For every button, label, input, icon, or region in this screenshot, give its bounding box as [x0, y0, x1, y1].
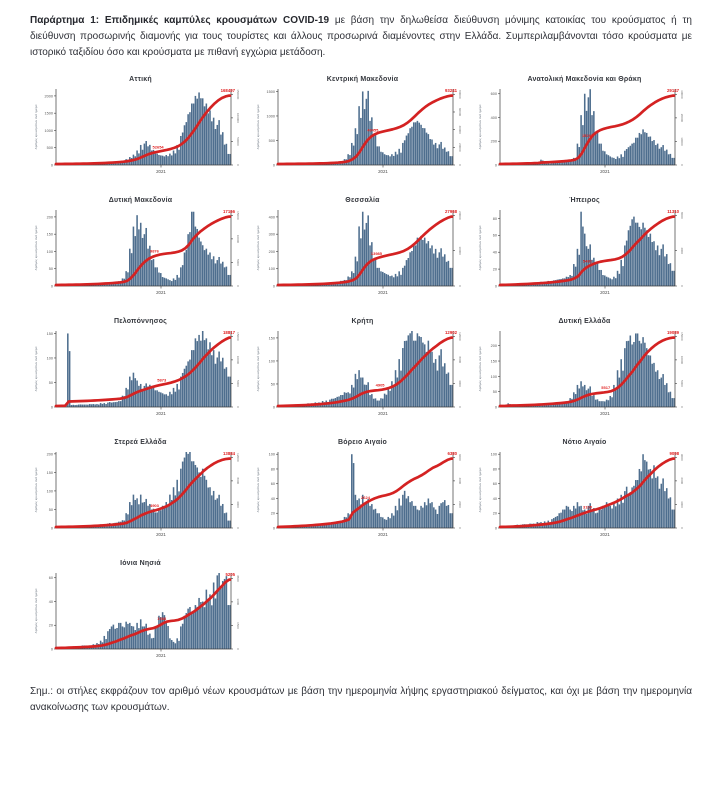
svg-text:Αριθμός κρουσμάτων ανά ημέρα: Αριθμός κρουσμάτων ανά ημέρα	[256, 346, 260, 391]
svg-text:1000: 1000	[44, 128, 53, 133]
svg-text:Αριθμός κρουσμάτων ανά ημέρα: Αριθμός κρουσμάτων ανά ημέρα	[256, 467, 260, 512]
svg-text:100: 100	[490, 374, 497, 379]
mid-cumulative-label: 15297	[581, 132, 594, 138]
svg-text:1000: 1000	[266, 113, 275, 118]
charts-grid	[30, 76, 692, 660]
svg-text:80: 80	[492, 466, 497, 471]
svg-text:100: 100	[46, 355, 53, 360]
svg-text:Αριθμός κρουσμάτων ανά ημέρα: Αριθμός κρουσμάτων ανά ημέρα	[34, 104, 38, 149]
svg-text:20000: 20000	[458, 142, 462, 152]
chart-canvas	[30, 568, 251, 660]
svg-text:2000: 2000	[458, 500, 462, 508]
total-cumulative-label: 168497	[220, 87, 235, 93]
svg-text:0: 0	[458, 284, 462, 287]
region-chart-12	[474, 439, 695, 539]
chart-canvas	[30, 326, 251, 418]
chart-canvas	[252, 84, 473, 176]
svg-text:200: 200	[490, 139, 497, 144]
svg-text:0: 0	[236, 647, 240, 650]
svg-text:2021: 2021	[600, 410, 610, 416]
svg-text:12000: 12000	[458, 331, 462, 341]
svg-text:100000: 100000	[236, 112, 240, 123]
svg-text:8000: 8000	[458, 356, 462, 363]
svg-text:600: 600	[490, 91, 497, 96]
svg-text:2000: 2000	[44, 93, 53, 98]
svg-text:20: 20	[492, 267, 497, 272]
svg-text:150: 150	[268, 335, 275, 340]
total-cumulative-label: 93241	[445, 87, 457, 93]
svg-text:0: 0	[236, 405, 240, 408]
svg-text:0: 0	[494, 162, 497, 167]
chart-title: Θεσσαλία	[345, 196, 380, 204]
svg-text:0: 0	[494, 283, 497, 288]
chart-canvas	[474, 326, 695, 418]
svg-text:0: 0	[50, 162, 53, 167]
svg-text:0: 0	[494, 525, 497, 530]
appendix-header-bold: Παράρτημα 1: Επιδημικές καμπύλες κρουσμάτων COVID-19	[30, 15, 330, 26]
svg-text:Αριθμός κρουσμάτων ανά ημέρα: Αριθμός κρουσμάτων ανά ημέρα	[478, 104, 482, 149]
region-chart-9	[474, 318, 695, 418]
chart-title: Βόρειο Αιγαίο	[338, 438, 387, 446]
svg-text:2021: 2021	[378, 531, 388, 537]
chart-title: Ανατολική Μακεδονία και Θράκη	[527, 75, 642, 83]
svg-text:4000: 4000	[458, 477, 462, 484]
svg-text:40: 40	[492, 250, 497, 255]
svg-text:Αριθμός κρουσμάτων ανά ημέρα: Αριθμός κρουσμάτων ανά ημέρα	[34, 588, 38, 633]
svg-text:2021: 2021	[378, 289, 388, 295]
total-cumulative-label: 27968	[445, 208, 457, 214]
svg-text:100: 100	[268, 358, 275, 363]
region-chart-2	[252, 76, 473, 176]
svg-text:60: 60	[270, 481, 275, 486]
svg-text:1500: 1500	[266, 89, 275, 94]
total-cumulative-label: 5205	[225, 571, 235, 577]
svg-text:150: 150	[46, 232, 53, 237]
svg-text:Αριθμός κρουσμάτων ανά ημέρα: Αριθμός κρουσμάτων ανά ημέρα	[478, 467, 482, 512]
svg-text:5000: 5000	[236, 258, 240, 266]
chart-title: Πελοπόννησος	[113, 317, 168, 325]
svg-text:40: 40	[270, 496, 275, 501]
region-chart-7	[30, 318, 251, 418]
svg-text:2021: 2021	[156, 531, 166, 537]
svg-text:40: 40	[492, 496, 497, 501]
svg-text:0: 0	[272, 283, 275, 288]
svg-text:40: 40	[48, 599, 53, 604]
svg-text:80: 80	[270, 466, 275, 471]
svg-text:0: 0	[236, 526, 240, 529]
svg-text:6000: 6000	[458, 453, 462, 461]
svg-text:Αριθμός κρουσμάτων ανά ημέρα: Αριθμός κρουσμάτων ανά ημέρα	[478, 346, 482, 391]
mid-cumulative-label: 5481	[583, 258, 592, 264]
svg-text:0: 0	[680, 163, 684, 166]
region-chart-1	[30, 76, 251, 176]
svg-text:2021: 2021	[378, 410, 388, 416]
svg-text:20: 20	[270, 511, 275, 516]
svg-text:20: 20	[48, 623, 53, 628]
svg-text:10000: 10000	[458, 246, 462, 255]
svg-text:0: 0	[50, 525, 53, 530]
mid-cumulative-label: 4903	[149, 502, 159, 508]
svg-text:100: 100	[268, 452, 275, 457]
svg-text:10000: 10000	[236, 234, 240, 243]
chart-canvas	[252, 326, 473, 418]
svg-text:100: 100	[490, 452, 497, 457]
svg-text:50000: 50000	[236, 136, 240, 146]
svg-text:0: 0	[50, 646, 53, 651]
chart-title: Ιόνια Νησιά	[120, 559, 161, 567]
svg-text:150000: 150000	[236, 88, 240, 99]
svg-text:20: 20	[492, 511, 497, 516]
svg-text:0: 0	[458, 405, 462, 408]
chart-title: Δυτική Ελλάδα	[558, 317, 611, 325]
chart-title: Κρήτη	[351, 317, 374, 325]
mid-cumulative-label: 48455	[367, 126, 379, 132]
svg-text:50: 50	[48, 380, 53, 385]
svg-text:60000: 60000	[458, 107, 462, 116]
svg-text:300: 300	[268, 232, 275, 237]
total-cumulative-label: 19089	[667, 329, 679, 335]
svg-text:0: 0	[50, 404, 53, 409]
svg-text:4000: 4000	[236, 500, 240, 508]
svg-text:0: 0	[494, 404, 497, 409]
total-cumulative-label: 11310	[667, 208, 679, 214]
mid-cumulative-label: 52654	[152, 143, 164, 149]
svg-text:4000: 4000	[680, 246, 684, 254]
total-cumulative-label: 12902	[445, 329, 457, 335]
svg-text:50: 50	[48, 507, 53, 512]
svg-text:2021: 2021	[156, 652, 166, 658]
mid-cumulative-label: 4905	[375, 382, 385, 388]
svg-text:Αριθμός κρουσμάτων ανά ημέρα: Αριθμός κρουσμάτων ανά ημέρα	[34, 467, 38, 512]
svg-text:20000: 20000	[680, 113, 684, 122]
mid-cumulative-label: 13985	[370, 250, 383, 256]
total-cumulative-label: 6380	[447, 450, 457, 456]
svg-text:6000: 6000	[680, 477, 684, 484]
svg-text:10000: 10000	[680, 355, 684, 364]
svg-text:0: 0	[272, 404, 275, 409]
svg-text:150: 150	[490, 358, 497, 363]
svg-text:Αριθμός κρουσμάτων ανά ημέρα: Αριθμός κρουσμάτων ανά ημέρα	[256, 104, 260, 149]
total-cumulative-label: 18817	[223, 329, 235, 335]
svg-text:8000: 8000	[680, 211, 684, 219]
mid-cumulative-label: 2624	[361, 494, 370, 500]
svg-text:3000: 3000	[680, 500, 684, 508]
svg-text:10000: 10000	[236, 355, 240, 364]
svg-text:20000: 20000	[458, 210, 462, 220]
svg-text:4000: 4000	[458, 379, 462, 387]
svg-text:1500: 1500	[44, 111, 53, 116]
region-chart-3	[474, 76, 695, 176]
svg-text:100: 100	[46, 488, 53, 493]
mid-cumulative-label: 9876	[149, 248, 159, 254]
svg-text:150: 150	[46, 331, 53, 336]
svg-text:60: 60	[48, 575, 53, 580]
svg-text:0: 0	[680, 284, 684, 287]
svg-text:15000: 15000	[236, 210, 240, 220]
svg-text:200: 200	[46, 451, 53, 456]
svg-text:500: 500	[268, 138, 275, 143]
svg-text:0: 0	[272, 162, 275, 167]
chart-canvas	[252, 205, 473, 297]
svg-text:80: 80	[492, 216, 497, 221]
mid-cumulative-label: 5517	[601, 384, 611, 390]
region-chart-5	[252, 197, 473, 297]
total-cumulative-label: 29147	[667, 87, 679, 93]
svg-text:100: 100	[268, 266, 275, 271]
chart-title: Κεντρική Μακεδονία	[326, 75, 399, 83]
svg-text:0: 0	[236, 163, 240, 166]
svg-text:2021: 2021	[378, 168, 388, 174]
svg-text:50: 50	[270, 381, 275, 386]
svg-text:60: 60	[492, 233, 497, 238]
svg-text:0: 0	[680, 405, 684, 408]
chart-title: Δυτική Μακεδονία	[108, 196, 173, 204]
total-cumulative-label: 9098	[669, 450, 679, 456]
svg-text:3000: 3000	[236, 598, 240, 605]
svg-text:Αριθμός κρουσμάτων ανά ημέρα: Αριθμός κρουσμάτων ανά ημέρα	[34, 346, 38, 391]
appendix-header-text: με βάση την δηλωθείσα διεύθυνση μόνιμης κατοικίας του κρούσματος ή τη διεύθυνση προσωρινής διαμονής για τους τουρίστες και άλλους προσωρινά διαμένοντες στην Ελλάδα. Συμπεριλαμβάνονται τόσο κρούσματα με ιστορικό ταξιδίου όσο και κρούσματα με πιθανή εγχώρια μετάδοση.	[30, 15, 692, 59]
svg-text:10000: 10000	[680, 136, 684, 146]
region-chart-10	[30, 439, 251, 539]
mid-cumulative-label: 1988	[157, 615, 167, 621]
chart-canvas	[30, 84, 251, 176]
svg-text:80000: 80000	[458, 89, 462, 99]
appendix-header	[30, 13, 692, 62]
chart-canvas	[474, 447, 695, 539]
svg-text:2021: 2021	[156, 168, 166, 174]
svg-text:12000: 12000	[236, 452, 240, 462]
svg-text:50: 50	[492, 389, 497, 394]
svg-text:2021: 2021	[600, 531, 610, 537]
svg-text:400: 400	[268, 214, 275, 219]
svg-text:500: 500	[46, 145, 53, 150]
svg-text:0: 0	[458, 163, 462, 166]
svg-text:200: 200	[46, 214, 53, 219]
total-cumulative-label: 17166	[223, 208, 235, 214]
svg-text:2021: 2021	[156, 289, 166, 295]
svg-text:400: 400	[490, 115, 497, 120]
svg-text:2021: 2021	[600, 289, 610, 295]
region-chart-11	[252, 439, 473, 539]
svg-text:15000: 15000	[680, 331, 684, 341]
chart-title: Στερεά Ελλάδα	[114, 438, 167, 446]
chart-canvas	[474, 205, 695, 297]
svg-text:9000: 9000	[680, 453, 684, 461]
total-cumulative-label: 13884	[223, 450, 235, 456]
svg-text:200: 200	[490, 343, 497, 348]
svg-text:1500: 1500	[236, 621, 240, 629]
region-chart-4	[30, 197, 251, 297]
chart-canvas	[30, 205, 251, 297]
footnote: Σημ.: οι στήλες εκφράζουν τον αριθμό νέων κρουσμάτων με βάση την ημερομηνία λήψης εργαστηριακού δείγματος, και όχι με βάση την ημερομηνία ανακοίνωσης των κρουσμάτων.	[30, 685, 692, 713]
svg-text:5000: 5000	[680, 379, 684, 387]
svg-text:8000: 8000	[236, 477, 240, 484]
svg-text:100: 100	[46, 249, 53, 254]
svg-text:60: 60	[492, 481, 497, 486]
chart-title: Νότιο Αιγαίο	[562, 438, 607, 446]
region-chart-13	[30, 560, 251, 660]
svg-text:0: 0	[50, 283, 53, 288]
svg-text:40000: 40000	[458, 125, 462, 134]
chart-title: Αττική	[129, 75, 152, 83]
region-chart-6	[474, 197, 695, 297]
svg-text:15000: 15000	[236, 331, 240, 341]
svg-text:0: 0	[272, 525, 275, 530]
svg-text:5000: 5000	[236, 379, 240, 387]
svg-text:200: 200	[268, 249, 275, 254]
svg-text:Αριθμός κρουσμάτων ανά ημέρα: Αριθμός κρουσμάτων ανά ημέρα	[34, 225, 38, 270]
svg-text:50: 50	[48, 266, 53, 271]
chart-canvas	[474, 84, 695, 176]
region-chart-8	[252, 318, 473, 418]
mid-cumulative-label: 3105	[583, 503, 592, 509]
svg-text:0: 0	[680, 526, 684, 529]
chart-title: Ήπειρος	[569, 196, 600, 204]
chart-canvas	[30, 447, 251, 539]
svg-text:0: 0	[458, 526, 462, 529]
svg-text:4500: 4500	[236, 574, 240, 582]
mid-cumulative-label: 5873	[157, 376, 167, 382]
svg-text:150: 150	[46, 470, 53, 475]
svg-text:Αριθμός κρουσμάτων ανά ημέρα: Αριθμός κρουσμάτων ανά ημέρα	[256, 225, 260, 270]
svg-text:2021: 2021	[156, 410, 166, 416]
svg-text:2021: 2021	[600, 168, 610, 174]
svg-text:30000: 30000	[680, 89, 684, 99]
chart-canvas	[252, 447, 473, 539]
svg-text:Αριθμός κρουσμάτων ανά ημέρα: Αριθμός κρουσμάτων ανά ημέρα	[478, 225, 482, 270]
svg-text:0: 0	[236, 284, 240, 287]
